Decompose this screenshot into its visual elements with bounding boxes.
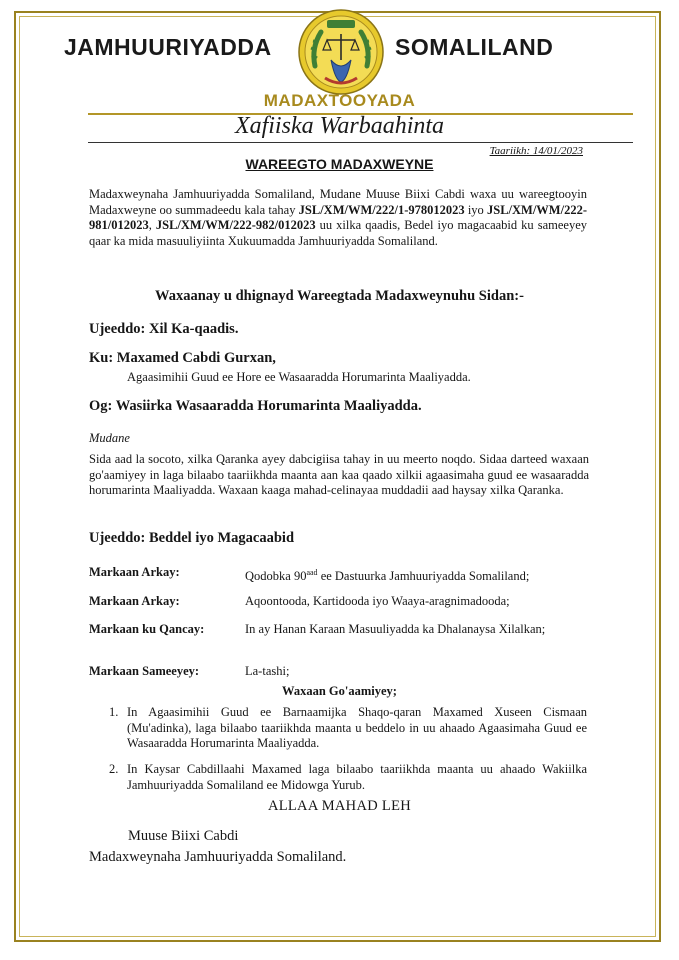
preamble-value: Qodobka $90^{aad}$ ee Dastuurka Jamhuuriyadda Somaliland; (245, 568, 530, 584)
office-title: Xafiiska Warbaahinta (234, 113, 445, 139)
preamble-label: Markaan ku Qancay: (89, 622, 205, 636)
first-body: Sida aad la socoto, xilka Qaranka ayey dabcigiisa tahay in uu meerto noqdo. Sidaa darteed waxaan go'aamiyey in laga bilaabo taariikhda maanta aan kaa qaado xilkii agaasimaha guud ee wasaaradda horumarinta Maaliyadda. Waxaan kaaga mahad-celinayaa muddadii aad haysay xilka Qaranka. (89, 452, 589, 498)
header-divider (88, 142, 633, 143)
decision-text: In Kaysar Cabdillaahi Maxamed laga bilaabo taariikhda maanta uu ahaado Wakiilka Jamhuuriyadda Somaliland ee Midowga Yurub. (127, 762, 587, 792)
first-purpose: Ujeeddo: Xil Ka-qaadis. (89, 321, 239, 337)
preamble-label: Markaan Sameeyey: (89, 664, 200, 678)
preamble-value: La-tashi; (245, 664, 290, 678)
document-date: Taariikh: 14/01/2023 (489, 145, 583, 157)
decision-number: 1. (109, 705, 119, 719)
intro-paragraph: Madaxweynaha Jamhuuriyadda Somaliland, Mudane Muuse Biixi Cabdi waxa uu wareegtooyin Madaxweyne oo summadeedu kala tahay JSL/XM/WM/222/1-978012023 iyo JSL/XM/WM/222-981/012023, JSL/XM/WM/222-982/012023 uu xilka qaadis, Bedel iyo magacaabid ku sameeyey qaar ka mida masuuliyiinta Xukuumadda Jamhuuriyadda Somaliland. (89, 187, 587, 248)
second-purpose: Ujeeddo: Beddel iyo Magacaabid (89, 530, 295, 546)
signatory-title: Madaxweynaha Jamhuuriyadda Somaliland. (89, 849, 347, 865)
first-copy-to: Og: Wasiirka Wasaaradda Horumarinta Maaliyadda. (89, 398, 422, 414)
preamble-value: Aqoontooda, Kartidooda iyo Waaya-aragnimadooda; (245, 594, 510, 608)
decision-number: 2. (109, 762, 119, 776)
preamble-label: Markaan Arkay: (89, 565, 180, 579)
letterhead-left-word: JAMHUURIYADDA (64, 34, 272, 60)
national-emblem-seal (297, 8, 385, 96)
first-recipient: Ku: Maxamed Cabdi Gurxan, (89, 350, 276, 366)
closing-phrase: ALLAA MAHAD LEH (267, 798, 412, 814)
document-title: WAREEGTO MADAXWEYNE (245, 156, 434, 172)
letterhead-right-word: SOMALILAND (395, 34, 554, 60)
preamble-value: In ay Hanan Karaan Masuuliyadda ka Dhalanaysa Xilalkan; (245, 622, 546, 636)
signatory-name: Muuse Biixi Cabdi (128, 828, 239, 844)
decision-text: In Agaasimihii Guud ee Barnaamijka Shaqo-qaran Maxamed Xuseen Cismaan (Mu'adinka), laga bilaabo taariikhda maanta u beddelo in uu ahaado Agaasimaha Guud ee Wasaaradda Horumarinta Maaliyadda. (127, 705, 587, 751)
salutation: Mudane (89, 431, 130, 445)
presidency-label: MADAXTOOYADA (263, 91, 416, 110)
first-recipient-detail: Agaasimihii Guud ee Hore ee Wasaaradda Horumarinta Maaliyadda. (127, 370, 471, 384)
decision-heading: Waxaan Go'aamiyey; (282, 684, 397, 698)
section-heading: Waxaanay u dhignayd Wareegtada Madaxweynuhu Sidan:- (155, 288, 524, 304)
preamble-label: Markaan Arkay: (89, 594, 180, 608)
